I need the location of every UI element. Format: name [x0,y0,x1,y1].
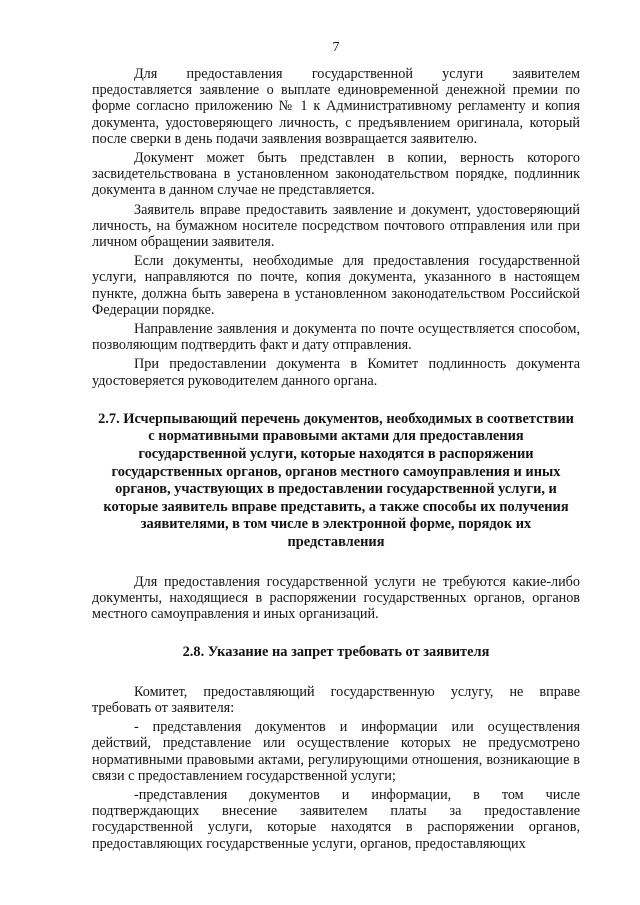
section-2-7-text: Для предоставления государственной услуги не требуются какие-либо документы, находящиеся в распоряжении государственных органов, органов местного самоуправления и иных организаций. [92,573,580,623]
page-number: 7 [332,40,340,55]
paragraph-authenticity: При предоставлении документа в Комитет подлинность документа удостоверяется руководителем данного органа. [92,356,580,389]
section-2-8-item-1: - представления документов и информации или осуществления действий, представление или осуществление которых не предусмотрено нормативными правовыми актами, регулирующими отношения, возникающие в связи с предоставлением государственной услуги; [92,719,580,784]
paragraph-application: Для предоставления государственной услуги заявителем предоставляется заявление о выплате единовременной денежной премии по форме согласно приложению № 1 к Административному регламенту и копия документа, удостоверяющего личность, с предъявлением оригинала, который после сверки в день подачи заявления возвращается заявителю. [92,66,580,147]
section-2-8-item-2: -представления документов и информации, в том числе подтверждающих внесение заявителем платы за предоставление государственной услуги, которые находятся в распоряжении органов, предоставляющих государственные услуги, органов, предоставляющих [92,787,580,852]
section-2-7-heading: 2.7. Исчерпывающий перечень документов, необходимых в соответствии с нормативными правовыми актами для предоставления государственной услуги, которые находятся в распоряжении государственных органов, органов местного самоуправления и иных органов, участвующих в предоставлении государственной услуги, и которые заявитель вправе представить, а также способы их получения заявителями, в том числе в электронной форме, порядок их представления [98,410,574,551]
paragraph-submission-method: Заявитель вправе предоставить заявление и документ, удостоверяющий личность, на бумажном носителе посредством почтового отправления или при личном обращении заявителя. [92,201,580,251]
paragraph-copy-verification: Документ может быть представлен в копии, верность которого засвидетельствована в установленном законодательством порядке, подлинник документа в данном случае не представляется. [92,150,580,199]
paragraph-mail-confirmation: Направление заявления и документа по почте осуществляется способом, позволяющим подтвердить факт и дату отправления. [92,321,580,354]
section-2-8-heading: 2.8. Указание на запрет требовать от заявителя [182,644,490,661]
section-2-8-intro: Комитет, предоставляющий государственную услугу, не вправе требовать от заявителя: [92,683,580,717]
paragraph-mail-copy: Если документы, необходимые для предоставления государственной услуги, направляются по почте, копия документа, указанного в настоящем пункте, должна быть заверена в установленном законодательством Российской Федерации порядке. [92,253,580,318]
